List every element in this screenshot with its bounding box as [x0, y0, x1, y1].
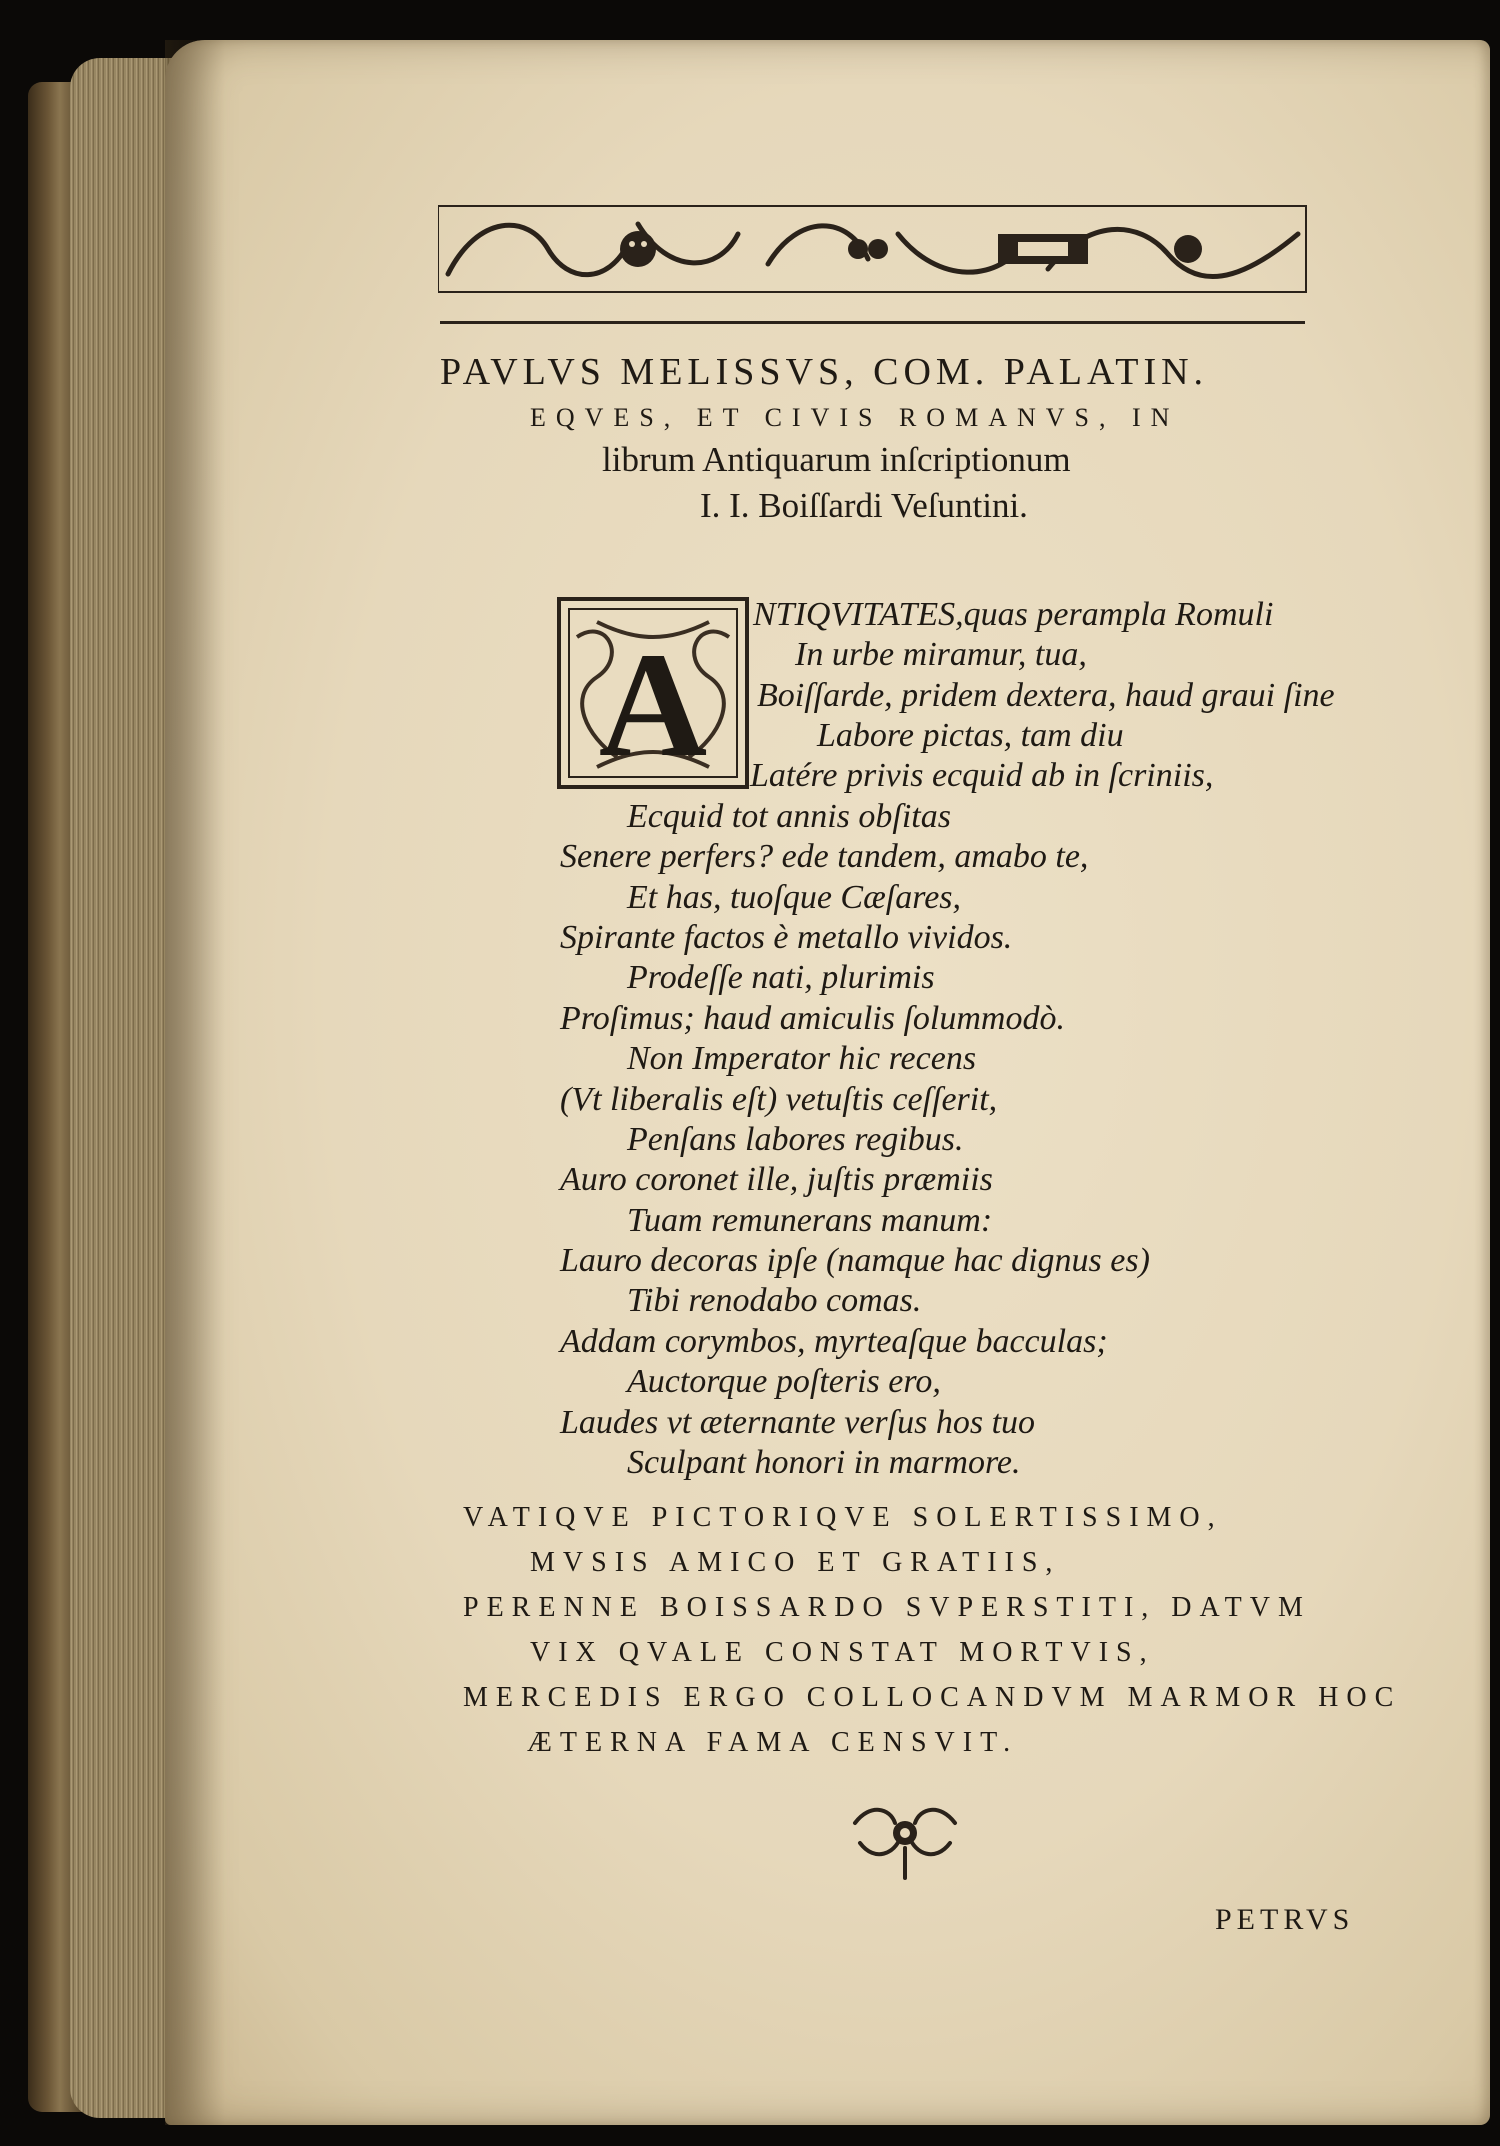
- decorated-initial: [557, 597, 749, 789]
- poem-line: Boiſſarde, pridem dextera, haud graui ſine: [757, 677, 1335, 714]
- page-edges: [70, 58, 180, 2118]
- tailpiece-ornament: [845, 1793, 965, 1883]
- poem-line: Labore pictas, tam diu: [817, 717, 1124, 754]
- poem-line: Tibi renodabo comas.: [627, 1282, 922, 1319]
- heading-line-3: librum Antiquarum inſcriptionum: [602, 440, 1071, 479]
- poem-line: NTIQVITATES,quas perampla Romuli: [753, 596, 1274, 633]
- gutter-shadow: [165, 40, 225, 2125]
- poem-line: Latére privis ecquid ab in ſcriniis,: [750, 757, 1214, 794]
- poem-line: Et has, tuoſque Cæſares,: [627, 879, 962, 916]
- poem-line: Laudes vt æternante verſus hos tuo: [560, 1404, 1036, 1441]
- poem-line: Addam corymbos, myrteaſque bacculas;: [560, 1323, 1108, 1360]
- initial-letter: A: [598, 622, 708, 788]
- heading-line-1: PAVLVS MELISSVS, COM. PALATIN.: [440, 351, 1209, 393]
- poem-line: Auro coronet ille, juſtis præmiis: [560, 1161, 993, 1198]
- dedication-line: ÆTERNA FAMA CENSVIT.: [527, 1727, 1019, 1758]
- poem-line: Penſans labores regibus.: [627, 1121, 964, 1158]
- heading-line-4: I. I. Boiſſardi Veſuntini.: [700, 486, 1028, 525]
- poem-line: (Vt liberalis eſt) vetuſtis ceſſerit,: [560, 1081, 998, 1118]
- header-rule: [440, 321, 1305, 324]
- dedication-line: VATIQVE PICTORIQVE SOLERTISSIMO,: [463, 1502, 1223, 1533]
- poem-line: In urbe miramur, tua,: [795, 636, 1087, 673]
- poem-line: Sculpant honori in marmore.: [627, 1444, 1021, 1481]
- poem-line: Tuam remunerans manum:: [627, 1202, 993, 1239]
- dedication-line: VIX QVALE CONSTAT MORTVIS,: [530, 1637, 1155, 1668]
- dedication-line: MVSIS AMICO ET GRATIIS,: [530, 1547, 1061, 1578]
- dedication-line: PERENNE BOISSARDO SVPERSTITI, DATVM: [463, 1592, 1311, 1623]
- poem-line: Prodeſſe nati, plurimis: [627, 959, 935, 996]
- catchword: PETRVS: [1215, 1903, 1355, 1936]
- poem-line: Proſimus; haud amiculis ſolummodò.: [560, 1000, 1065, 1037]
- poem-line: Auctorque poſteris ero,: [627, 1363, 941, 1400]
- heading-line-2: EQVES, ET CIVIS ROMANVS, IN: [530, 403, 1180, 432]
- poem-line: Ecquid tot annis obſitas: [627, 798, 951, 835]
- poem-line: Spirante factos è metallo vividos.: [560, 919, 1013, 956]
- dedication-line: MERCEDIS ERGO COLLOCANDVM MARMOR HOC: [463, 1682, 1402, 1713]
- headpiece-ornament: [438, 204, 1308, 294]
- poem-line: Senere perfers? ede tandem, amabo te,: [560, 838, 1089, 875]
- poem-line: Lauro decoras ipſe (namque hac dignus es): [560, 1242, 1150, 1279]
- poem-line: Non Imperator hic recens: [627, 1040, 977, 1077]
